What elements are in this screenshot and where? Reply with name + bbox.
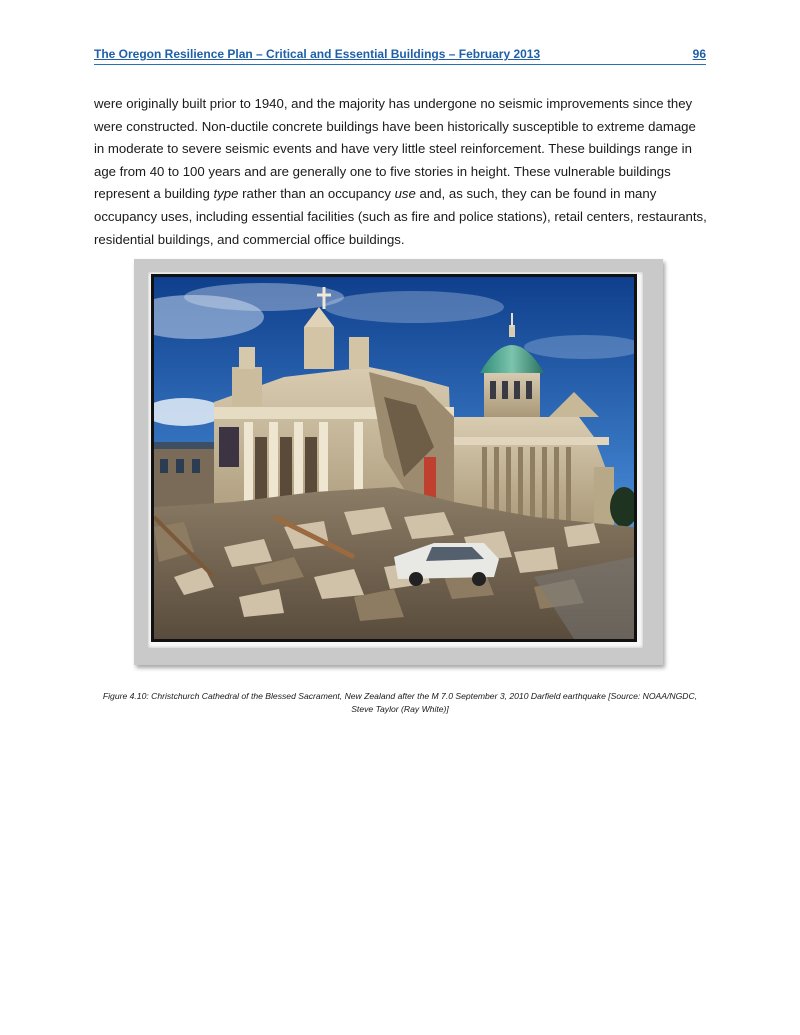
page-number: 96 bbox=[692, 47, 706, 61]
body-paragraph bbox=[94, 93, 708, 251]
paragraph-text-1: were originally built prior to 1940, and the majority has undergone no seismic improvements since they were constructed. Non-ductile concrete buildings have been historically susceptible to extreme damage in moderate to severe seismic events and have very little steel reinforcement. These buildings range in age from 40 to 100 years and are generally one to five stories in height. These vulnerable buildings represent a building bbox=[94, 96, 696, 202]
emphasis-use: use bbox=[394, 186, 416, 202]
emphasis-type: type bbox=[213, 186, 239, 202]
paragraph-text-3: and, as such, they can be found in many occupancy uses, including essential facilities (such as fire and police stations), retail centers, restaurants, residential buildings, and commercial office buildings. bbox=[94, 186, 707, 247]
paragraph-text-2: rather than an occupancy bbox=[238, 186, 395, 202]
header-title: The Oregon Resilience Plan – Critical and Essential Buildings – February 2013 bbox=[94, 47, 541, 61]
cathedral-photo bbox=[151, 274, 637, 642]
figure-mat bbox=[148, 272, 643, 648]
cathedral-illustration bbox=[154, 277, 634, 639]
running-header bbox=[94, 46, 706, 65]
figure-caption: Figure 4.10: Christchurch Cathedral of the Blessed Sacrament, New Zealand after the M 7.0 September 3, 2010 Darfield earthquake [Source: NOAA/NGDC, Steve Taylor (Ray White)] bbox=[102, 691, 698, 714]
figure-frame bbox=[134, 259, 663, 665]
